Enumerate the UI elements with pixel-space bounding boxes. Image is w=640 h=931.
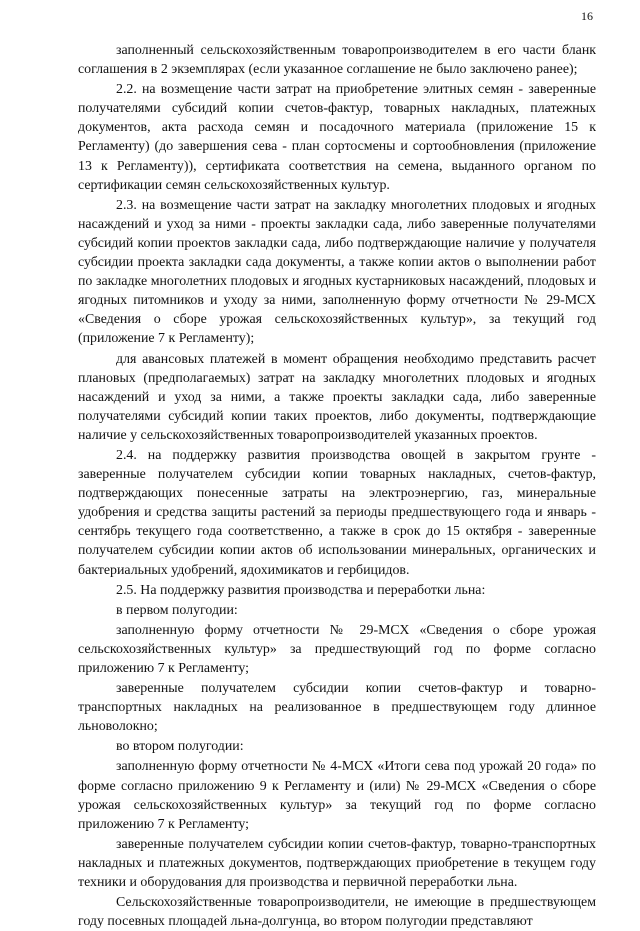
paragraph-2-4-greenhouse-vegetables: 2.4. на поддержку развития производства овощей в закрытом грунте - заверенные получателем субсидии копии товарных накладных, счетов-фактур, подтверждающих понесенные затраты на электроэнергию, газ, минеральные удобрения и средства защиты растений за периоды предшествующего года и январь - сентябрь текущего года соответственно, а также в срок до 15 октября - заверенные получателем субсидии копии актов об использовании минеральных, органических и бактериальных удобрений, ядохимикатов и гербицидов. [78, 447, 596, 578]
paragraph-equipment-invoices: заверенные получателем субсидии копии счетов-фактур, товарно-транспортных накладных и платежных документов, подтверждающих приобретение в текущем году техники и оборудования для производства и первичной переработки льна. [78, 836, 596, 891]
paragraph-agreement-form: заполненный сельскохозяйственным товаропроизводителем в его части бланк соглашения в 2 экземплярах (если указанное соглашение не было заключено ранее); [78, 43, 596, 78]
paragraph-2-3-orchards: 2.3. на возмещение части затрат на закладку многолетних плодовых и ягодных насаждений и уход за ними - проекты закладки сада, либо заверенные получателями субсидий копии проектов закладки сада, либо подтверждающие наличие у получателя субсидии проекта закладки сада документы, а также копии актов о выполнении работ по закладке многолетних плодовых и ягодных кустарниковых насаждений, плодовых и ягодных питомников и уходу за ними, заполненную форму отчетности № 29-МСХ «Сведения о сборе урожая сельскохозяйственных культур», за текущий год (приложение 7 к Регламенту); [78, 197, 596, 347]
paragraph-second-half-year: во втором полугодии: [116, 739, 244, 755]
paragraph-2-5-flax: 2.5. На поддержку развития производства и переработки льна: [116, 582, 486, 598]
paragraph-advance-payments: для авансовых платежей в момент обращения необходимо представить расчет плановых (предполагаемых) затрат на закладку многолетних плодовых и ягодных насаждений и уход за ними, а также проекты закладки сада, либо заверенные получателями субсидий копии таких проектов, либо документы, подтверждающие наличие у сельскохозяйственных товаропроизводителей указанных проектов. [78, 351, 596, 443]
paragraph-form-4-msh: заполненную форму отчетности № 4-МСХ «Итоги сева под урожай 20 года» по форме согласно приложению 9 к Регламенту и (или) № 29-МСХ «Сведения о сборе урожая сельскохозяйственных культур» за текущий год по форме согласно приложению 7 к Регламенту; [78, 759, 596, 832]
page-number: 16 [581, 9, 593, 23]
paragraph-2-2-elite-seeds: 2.2. на возмещение части затрат на приобретение элитных семян - заверенные получателями субсидий копии счетов-фактур, товарных накладных, платежных документов, акта расхода семян и посадочного материала (приложение 15 к Регламенту) (до завершения сева - план сортосмены и сортообновления (приложение 13 к Регламенту)), сертификата соответствия на семена, выданного органом по сертификации семян сельскохозяйственных культур. [78, 82, 596, 193]
paragraph-form-29-msh: заполненную форму отчетности № 29-МСХ «Сведения о сборе урожая сельскохозяйственных культур» за предшествующий год по форме согласно приложению 7 к Регламенту; [78, 622, 596, 676]
paragraph-invoices-flax-fiber: заверенные получателем субсидии копии счетов-фактур и товарно-транспортных накладных на реализованное в предшествующем году длинное льноволокно; [78, 681, 596, 735]
paragraph-first-half-year: в первом полугодии: [116, 602, 238, 618]
document-body [78, 41, 596, 931]
paragraph-producers-without-flax: Сельскохозяйственные товаропроизводители, не имеющие в предшествующем году посевных площадей льна-долгунца, во втором полугодии представляют [78, 895, 596, 930]
